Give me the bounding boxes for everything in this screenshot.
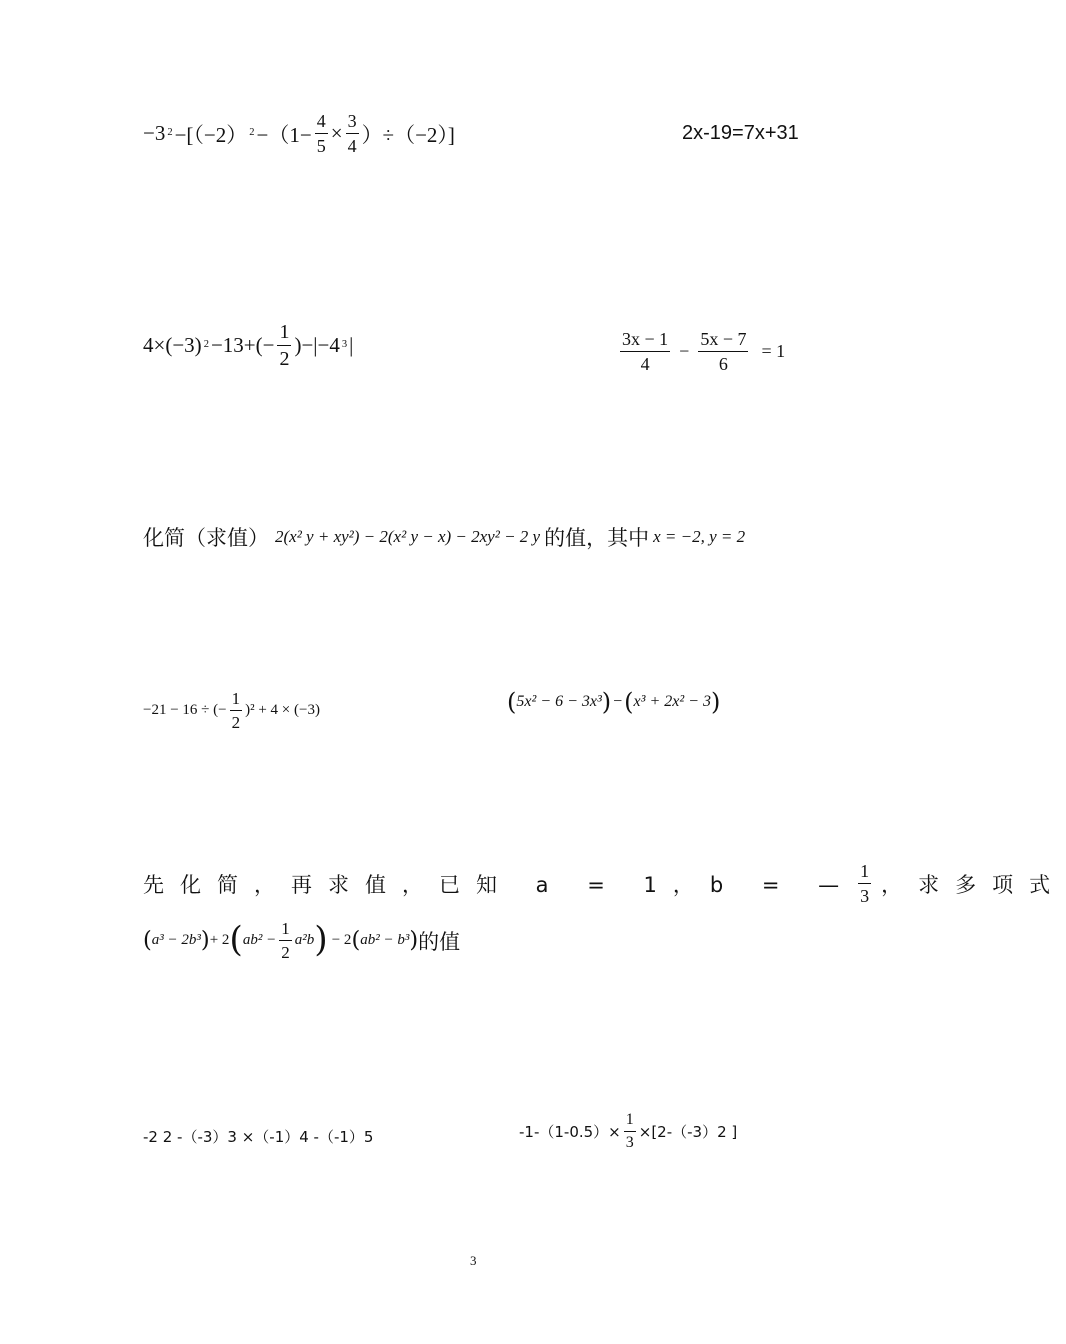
p3-part-a: 4×(−3) [143, 333, 202, 357]
p3-part-c: −13+(− [210, 333, 275, 357]
p9-part-c: ab² − [242, 932, 277, 948]
p11-fraction: $\frac{1}{3}$ [625, 1111, 634, 1151]
p3-part-e: )−|−4 [294, 333, 340, 357]
p5-middle: 的值，其中 [544, 526, 650, 550]
p9-part-g: ab² − b³ [360, 932, 410, 948]
p3-part-g: | [349, 333, 354, 357]
p9-part-f: − 2 [331, 932, 352, 948]
p9-big-open-paren: ( [229, 920, 243, 961]
page-number: 3 [470, 1253, 477, 1268]
p9-part-b: + 2 [209, 932, 230, 948]
p9-open-paren: ( [143, 927, 152, 954]
p1-fraction-2: $\frac{3}{4}$ [347, 111, 357, 156]
problem-7 [507, 690, 720, 714]
p9-part-a: a³ − 2b³ [151, 932, 201, 948]
p2-equation: 2x-19=7x+31 [682, 122, 799, 144]
p9-tail: 的值 [418, 929, 461, 954]
p10-expression: -2 2 -（-3）3 ×（-1）4 -（-1）5 [143, 1128, 374, 1146]
p1-times: × [330, 121, 343, 145]
p6-fraction: $\frac{1}{2}$ [231, 689, 241, 732]
p7-open-paren-2: ( [624, 688, 634, 716]
p11-part-a: -1-（1-0.5）× [519, 1123, 621, 1141]
problem-6 [143, 690, 320, 731]
problem-5 [143, 522, 745, 552]
p8-tail: ，求多项式 [881, 872, 1066, 897]
p4-fraction-2: $\frac{5x - 7}{6}$ [700, 329, 747, 374]
p7-inner-2: x³ + 2x² − 3 [633, 693, 711, 710]
p1-fraction-1: $\frac{4}{5}$ [316, 111, 326, 156]
p9-open-paren-2: ( [351, 927, 361, 954]
p9-close-paren-2: ) [409, 927, 419, 954]
problem-1 [143, 112, 455, 155]
p5-expression: 2(x² y + xy²) − 2(x² y − x) − 2xy² − 2 y [275, 527, 541, 546]
problem-8-polynomial [143, 920, 460, 961]
p7-minus: − [613, 693, 623, 710]
p1-exp: 2 [167, 126, 173, 138]
problem-2 [682, 122, 799, 145]
problem-4 [617, 330, 785, 373]
p3-fraction: $\frac{1}{2}$ [279, 321, 290, 370]
problem-10 [143, 1126, 373, 1147]
p9-close-paren: ) [200, 927, 210, 954]
p5-label: 化简（求值） [143, 526, 269, 550]
p1-part-c: −[（−2） [174, 122, 248, 147]
p7-inner-1: 5x² − 6 − 3x³ [516, 693, 602, 710]
p7-open-paren: ( [507, 688, 517, 716]
p9-fraction: $\frac{1}{2}$ [281, 919, 290, 962]
p11-part-b: ×[2-（-3）2 ] [638, 1123, 738, 1141]
p4-minus: − [679, 341, 690, 361]
p6-part-c: )² + 4 × (−3) [245, 702, 320, 718]
p6-part-a: −21 − 16 ÷ (− [143, 702, 227, 718]
p7-close-paren: ) [601, 688, 612, 716]
p5-condition: x = −2, y = 2 [653, 527, 746, 546]
p8-intro-text: 先化简，再求值，已知 a = 1，b = — [143, 872, 856, 897]
p3-exp: 2 [203, 338, 209, 350]
p1-part-e: −（1− [256, 122, 312, 147]
p1-part-i: ）÷（−2）] [361, 122, 455, 147]
p1-part-a: −3 [143, 121, 166, 145]
p7-close-paren-2: ) [710, 688, 721, 716]
problem-3 [143, 322, 353, 369]
problem-11 [519, 1112, 737, 1151]
p4-fraction-1: $\frac{3x - 1}{4}$ [622, 329, 669, 374]
p4-rhs: = 1 [761, 341, 786, 361]
p8-fraction: $\frac{1}{3}$ [860, 861, 870, 906]
p3-exp2: 3 [341, 338, 348, 350]
p1-exp2: 2 [249, 126, 255, 138]
problem-8-intro [143, 862, 1066, 905]
p9-big-close-paren: ) [314, 920, 328, 961]
p9-part-e: a²b [294, 932, 315, 948]
